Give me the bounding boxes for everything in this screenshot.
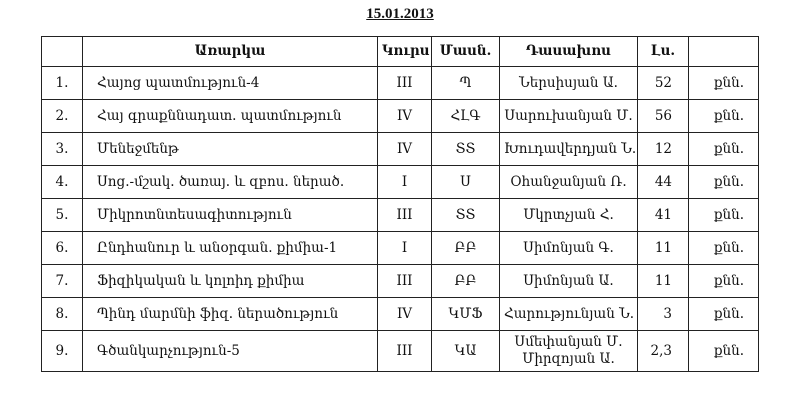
row-specialty: Ս	[432, 166, 500, 199]
row-specialty: ՏՏ	[432, 199, 500, 232]
row-course: III	[378, 199, 432, 232]
row-number: 7.	[42, 265, 83, 298]
row-course: IV	[378, 133, 432, 166]
row-exam-type: քնն.	[689, 298, 759, 331]
table-row	[42, 199, 759, 232]
row-number: 1.	[42, 67, 83, 100]
row-number: 2.	[42, 100, 83, 133]
row-teacher	[500, 298, 638, 331]
row-hours: 11	[638, 265, 689, 298]
row-course: III	[378, 265, 432, 298]
table-row	[42, 133, 759, 166]
header-room	[689, 37, 759, 67]
row-teacher	[500, 133, 638, 166]
table-row	[42, 100, 759, 133]
row-subject: Ֆիզիկական և կոլոիդ քիմիա	[83, 265, 378, 298]
teacher-name: Սիմոնյան Ա.	[523, 272, 614, 289]
row-number: 8.	[42, 298, 83, 331]
header-specialty: Մասն.	[432, 37, 500, 67]
row-hours: 3	[638, 298, 689, 331]
row-exam-type: քնն.	[689, 67, 759, 100]
row-hours: 52	[638, 67, 689, 100]
row-exam-type: քնն.	[689, 199, 759, 232]
row-teacher	[500, 265, 638, 298]
row-specialty: ՀԼԳ	[432, 100, 500, 133]
row-hours: 41	[638, 199, 689, 232]
row-course: I	[378, 232, 432, 265]
header-hours: Լս.	[638, 37, 689, 67]
row-hours: 56	[638, 100, 689, 133]
row-specialty: ՏՏ	[432, 133, 500, 166]
table-row	[42, 298, 759, 331]
row-number: 6.	[42, 232, 83, 265]
teacher-name: Խուդավերդյան Ն.	[504, 140, 637, 157]
row-number: 9.	[42, 331, 83, 372]
row-number: 3.	[42, 133, 83, 166]
table-row	[42, 232, 759, 265]
row-course: I	[378, 166, 432, 199]
row-exam-type: քնն.	[689, 133, 759, 166]
row-teacher	[500, 232, 638, 265]
row-teacher	[500, 331, 638, 372]
table-row	[42, 265, 759, 298]
row-hours: 44	[638, 166, 689, 199]
row-specialty: ԲԲ	[432, 265, 500, 298]
row-number: 5.	[42, 199, 83, 232]
row-teacher	[500, 67, 638, 100]
header-num	[42, 37, 83, 67]
schedule-date	[0, 6, 800, 23]
row-hours: 11	[638, 232, 689, 265]
teacher-name: Մկրտչյան Հ.	[523, 206, 614, 223]
row-specialty: Պ	[432, 67, 500, 100]
header-teacher: Դասախոս	[500, 37, 638, 67]
table-row	[42, 166, 759, 199]
row-course: III	[378, 67, 432, 100]
row-subject: Հայոց պատմություն-4	[83, 67, 378, 100]
teacher-name: Օհանջանյան Ռ.	[510, 173, 627, 190]
date-text: 15.01.2013	[366, 6, 434, 22]
row-course: IV	[378, 100, 432, 133]
row-teacher	[500, 166, 638, 199]
row-teacher	[500, 100, 638, 133]
row-subject: Ընդհանուր և անօրգան. քիմիա-1	[83, 232, 378, 265]
row-course: III	[378, 331, 432, 372]
row-exam-type: քնն.	[689, 166, 759, 199]
row-subject: Մենեջմենթ	[83, 133, 378, 166]
row-subject: Գծանկարչություն-5	[83, 331, 378, 372]
row-subject: Պինդ մարմնի ֆիզ. ներածություն	[83, 298, 378, 331]
teacher-name: Սմեփանյան Մ.	[514, 334, 623, 350]
table-row	[42, 67, 759, 100]
row-course: IV	[378, 298, 432, 331]
row-exam-type: քնն.	[689, 232, 759, 265]
row-specialty: ԿԱ	[432, 331, 500, 372]
row-exam-type: քնն.	[689, 100, 759, 133]
row-subject: Միկրոտնտեսագիտություն	[83, 199, 378, 232]
header-course: Կուրս	[378, 37, 432, 67]
row-subject: Սոց.-մշակ. ծառայ. և զբոս. ներած.	[83, 166, 378, 199]
exam-schedule-table	[41, 36, 759, 372]
row-teacher	[500, 199, 638, 232]
row-specialty: ԿՄՖ	[432, 298, 500, 331]
teacher-name: Սիմոնյան Գ.	[523, 239, 614, 256]
row-hours: 2,3	[638, 331, 689, 372]
row-exam-type: քնն.	[689, 265, 759, 298]
header-subject: Առարկա	[83, 37, 378, 67]
row-number: 4.	[42, 166, 83, 199]
row-subject: Հայ գրաքննադատ. պատմություն	[83, 100, 378, 133]
row-hours: 12	[638, 133, 689, 166]
teacher-name: Հարությունյան Ն.	[504, 305, 635, 322]
header-row	[42, 37, 759, 67]
teacher-name: Սարուխանյան Մ.	[504, 107, 633, 124]
teacher-name: Ներսիսյան Ա.	[519, 74, 618, 91]
teacher-name: Միրզոյան Ա.	[522, 351, 615, 367]
row-exam-type: քնն.	[689, 331, 759, 372]
row-specialty: ԲԲ	[432, 232, 500, 265]
table-row	[42, 331, 759, 372]
